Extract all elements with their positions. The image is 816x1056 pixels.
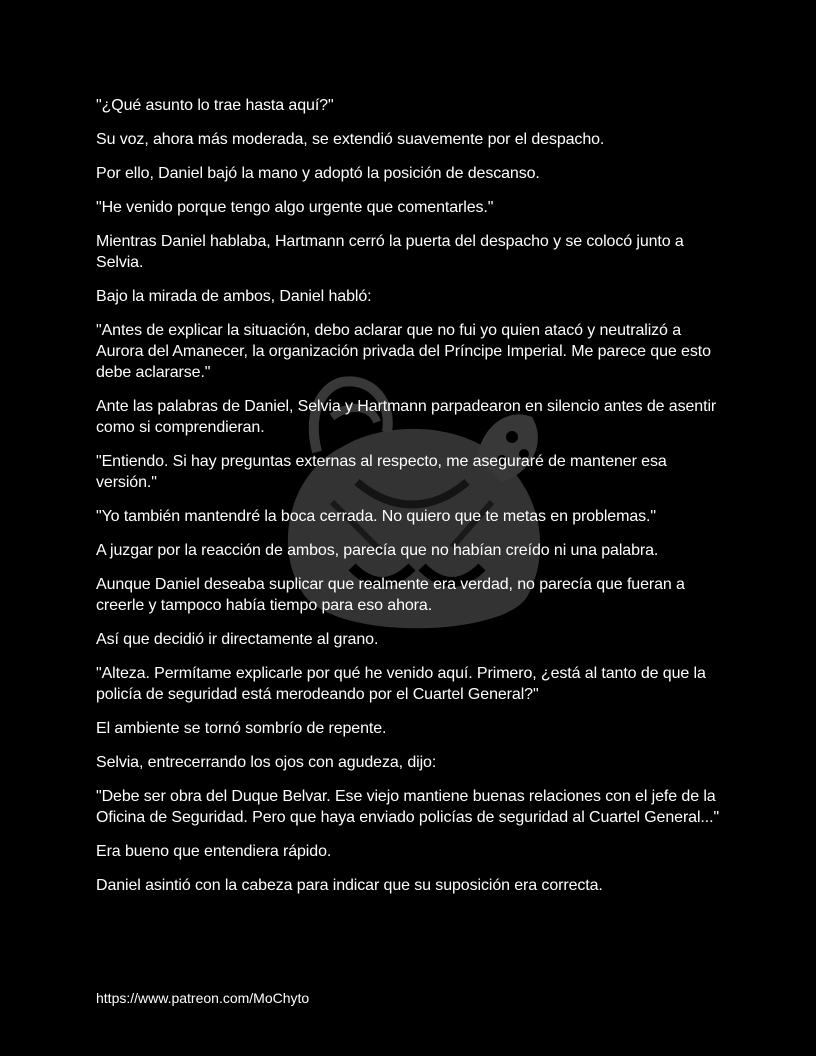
paragraph-3: Por ello, Daniel bajó la mano y adoptó la posición de descanso.	[96, 165, 540, 182]
paragraph-2: Su voz, ahora más moderada, se extendió suavemente por el despacho.	[96, 131, 605, 148]
paragraph-8: Ante las palabras de Daniel, Selvia y Hartmann parpadearon en silencio antes de asentir como si comprendieran.	[96, 398, 717, 436]
paragraph-15: El ambiente se tornó sombrío de repente.	[96, 720, 387, 737]
paragraph-12: Aunque Daniel deseaba suplicar que realmente era verdad, no parecía que fueran a creerle y tampoco había tiempo para eso ahora.	[96, 576, 685, 614]
paragraph-11: A juzgar por la reacción de ambos, parecía que no habían creído ni una palabra.	[96, 542, 659, 559]
paragraph-14: "Alteza. Permítame explicarle por qué he venido aquí. Primero, ¿está al tanto de que la policía de seguridad está merodeando por el Cuartel General?"	[96, 665, 706, 703]
paragraph-9: "Entiendo. Si hay preguntas externas al respecto, me aseguraré de mantener esa versión."	[96, 453, 667, 491]
chapter-text	[96, 95, 726, 909]
paragraph-19: Daniel asintió con la cabeza para indicar que su suposición era correcta.	[96, 877, 603, 894]
paragraph-7: "Antes de explicar la situación, debo aclarar que no fui yo quien atacó y neutralizó a Aurora del Amanecer, la organización privada del Príncipe Imperial. Me parece que esto debe aclararse."	[96, 322, 711, 381]
paragraph-13: Así que decidió ir directamente al grano.	[96, 631, 379, 648]
paragraph-18: Era bueno que entendiera rápido.	[96, 843, 332, 860]
paragraph-10: "Yo también mantendré la boca cerrada. No quiero que te metas en problemas."	[96, 508, 656, 525]
paragraph-4: "He venido porque tengo algo urgente que comentarles."	[96, 199, 494, 216]
paragraph-17: "Debe ser obra del Duque Belvar. Ese viejo mantiene buenas relaciones con el jefe de la Oficina de Seguridad. Pero que haya enviado policías de seguridad al Cuartel General..."	[96, 788, 720, 826]
paragraph-5: Mientras Daniel hablaba, Hartmann cerró la puerta del despacho y se colocó junto a Selvia.	[96, 233, 684, 271]
paragraph-1: "¿Qué asunto lo trae hasta aquí?"	[96, 97, 334, 114]
paragraph-6: Bajo la mirada de ambos, Daniel habló:	[96, 288, 372, 305]
patreon-link[interactable]: https://www.patreon.com/MoChyto	[96, 990, 310, 1006]
paragraph-16: Selvia, entrecerrando los ojos con agudeza, dijo:	[96, 754, 437, 771]
